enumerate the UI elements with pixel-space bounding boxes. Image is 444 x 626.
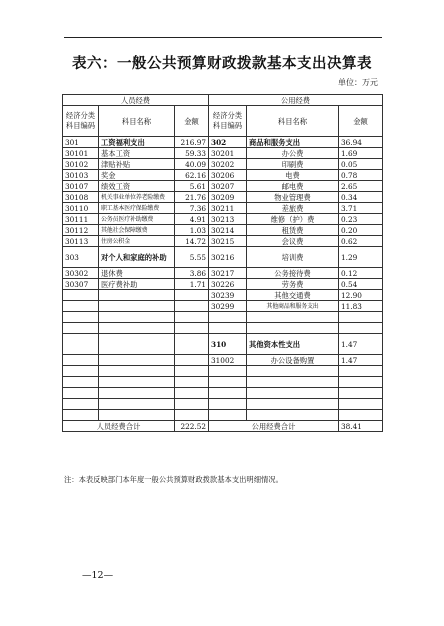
personnel-code: 30102: [63, 159, 99, 170]
personnel-item-name: [99, 323, 175, 334]
table-row: [63, 137, 383, 148]
personnel-item-name: [99, 334, 175, 355]
public-code: [209, 312, 247, 323]
table-row: [63, 323, 383, 334]
public-amount: 0.05: [339, 159, 383, 170]
public-item-name: [247, 323, 339, 334]
public-item-name: 办公设备购置: [247, 355, 339, 366]
personnel-amount: [175, 399, 209, 410]
table-row: [63, 159, 383, 170]
personnel-total-label: 人员经费合计: [63, 421, 175, 432]
public-amount: [339, 388, 383, 399]
personnel-item-name: 机关事业单位养老险缴费: [99, 192, 175, 203]
public-code: [209, 366, 247, 377]
personnel-code: [63, 410, 99, 421]
table-row: [63, 247, 383, 268]
public-header: 公用经费: [209, 95, 383, 106]
public-code: [209, 323, 247, 334]
personnel-code: 30110: [63, 203, 99, 214]
table-row: [63, 148, 383, 159]
expenditure-table: [62, 94, 383, 432]
table-row: [63, 388, 383, 399]
personnel-code: [63, 388, 99, 399]
public-amount: 0.23: [339, 214, 383, 225]
personnel-code: 30113: [63, 236, 99, 247]
personnel-amount: [175, 410, 209, 421]
table-row: [63, 268, 383, 279]
personnel-code: [63, 377, 99, 388]
personnel-code: 30107: [63, 181, 99, 192]
personnel-item-name: 工资福利支出: [99, 137, 175, 148]
personnel-item-name: 住房公积金: [99, 236, 175, 247]
table-row: [63, 279, 383, 290]
table-row: [63, 170, 383, 181]
personnel-amount: [175, 312, 209, 323]
table-row: [63, 377, 383, 388]
personnel-code: 30307: [63, 279, 99, 290]
public-amount: [339, 399, 383, 410]
personnel-code: [63, 355, 99, 366]
personnel-amount-header: 金额: [175, 106, 209, 137]
public-item-name: 印刷费: [247, 159, 339, 170]
personnel-item-name: 对个人和家庭的补助: [99, 247, 175, 268]
public-item-name: [247, 377, 339, 388]
personnel-amount: [175, 323, 209, 334]
public-item-name: 其他商品和服务支出: [247, 301, 339, 312]
public-code: 30217: [209, 268, 247, 279]
totals-row: [63, 421, 383, 432]
public-item-name: 其他资本性支出: [247, 334, 339, 355]
public-item-name: 公务接待费: [247, 268, 339, 279]
public-item-name: 维修（护）费: [247, 214, 339, 225]
public-amount: 2.65: [339, 181, 383, 192]
public-code: 30202: [209, 159, 247, 170]
public-item-name: [247, 399, 339, 410]
public-amount: [339, 312, 383, 323]
table-row: [63, 312, 383, 323]
public-code: 30215: [209, 236, 247, 247]
personnel-code: 30302: [63, 268, 99, 279]
personnel-amount: [175, 355, 209, 366]
personnel-code: 30101: [63, 148, 99, 159]
personnel-item-name: [99, 366, 175, 377]
personnel-item-name: 津贴补贴: [99, 159, 175, 170]
table-row: [63, 181, 383, 192]
unit-label: 单位：万元: [338, 78, 378, 87]
personnel-code: 30108: [63, 192, 99, 203]
table-row: [63, 366, 383, 377]
public-amount: 1.47: [339, 334, 383, 355]
table-row: [63, 192, 383, 203]
personnel-item-name: [99, 355, 175, 366]
personnel-name-header: 科目名称: [99, 106, 175, 137]
personnel-item-name: [99, 388, 175, 399]
personnel-code: 30112: [63, 225, 99, 236]
public-name-header: 科目名称: [247, 106, 339, 137]
personnel-item-name: 公务员医疗补助缴费: [99, 214, 175, 225]
public-amount: 36.94: [339, 137, 383, 148]
personnel-code: [63, 290, 99, 301]
personnel-amount: [175, 366, 209, 377]
personnel-code: 301: [63, 137, 99, 148]
personnel-header: 人员经费: [63, 95, 209, 106]
public-code: 30211: [209, 203, 247, 214]
public-item-name: 差旅费: [247, 203, 339, 214]
public-code: 30207: [209, 181, 247, 192]
public-code: [209, 377, 247, 388]
personnel-item-name: [99, 399, 175, 410]
public-amount: 0.54: [339, 279, 383, 290]
public-code: [209, 388, 247, 399]
personnel-amount: 1.03: [175, 225, 209, 236]
personnel-item-name: 奖金: [99, 170, 175, 181]
public-amount: 1.69: [339, 148, 383, 159]
personnel-amount: 5.61: [175, 181, 209, 192]
public-code: 30214: [209, 225, 247, 236]
personnel-item-name: 职工基本医疗保险缴费: [99, 203, 175, 214]
table-row: [63, 399, 383, 410]
public-amount: [339, 377, 383, 388]
public-code: 30226: [209, 279, 247, 290]
personnel-item-name: 基本工资: [99, 148, 175, 159]
public-item-name: 其他交通费: [247, 290, 339, 301]
public-amount: 1.47: [339, 355, 383, 366]
personnel-amount: 14.72: [175, 236, 209, 247]
column-header-row: [63, 106, 383, 137]
personnel-item-name: [99, 377, 175, 388]
personnel-code: [63, 323, 99, 334]
public-item-name: 商品和服务支出: [247, 137, 339, 148]
personnel-amount: 62.16: [175, 170, 209, 181]
footnote: 注：本表反映部门本年度一般公共预算财政拨款基本支出明细情况。: [64, 475, 283, 484]
table-row: [63, 334, 383, 355]
personnel-item-name: 绩效工资: [99, 181, 175, 192]
public-code-header: 经济分类科目编码: [209, 106, 247, 137]
public-amount: 3.71: [339, 203, 383, 214]
public-item-name: 电费: [247, 170, 339, 181]
table-row: [63, 355, 383, 366]
table-row: [63, 214, 383, 225]
personnel-code: [63, 301, 99, 312]
page-number: —12—: [82, 570, 114, 581]
personnel-item-name: [99, 301, 175, 312]
public-code: 30216: [209, 247, 247, 268]
public-item-name: 租赁费: [247, 225, 339, 236]
public-total-value: 38.41: [339, 421, 383, 432]
personnel-amount: 1.71: [175, 279, 209, 290]
public-amount: 0.34: [339, 192, 383, 203]
table-row: [63, 203, 383, 214]
personnel-amount: 59.33: [175, 148, 209, 159]
personnel-amount: [175, 301, 209, 312]
personnel-item-name: [99, 410, 175, 421]
personnel-amount: 7.36: [175, 203, 209, 214]
personnel-item-name: [99, 290, 175, 301]
top-rule: [64, 37, 382, 38]
personnel-amount: [175, 290, 209, 301]
public-total-label: 公用经费合计: [209, 421, 339, 432]
public-amount: 0.20: [339, 225, 383, 236]
public-code: 30201: [209, 148, 247, 159]
table-row: [63, 225, 383, 236]
public-amount-header: 金额: [339, 106, 383, 137]
personnel-code: 303: [63, 247, 99, 268]
public-amount: 11.83: [339, 301, 383, 312]
public-code: 30239: [209, 290, 247, 301]
personnel-item-name: [99, 312, 175, 323]
personnel-code: [63, 312, 99, 323]
public-code: [209, 410, 247, 421]
public-item-name: 物业管理费: [247, 192, 339, 203]
public-item-name: 邮电费: [247, 181, 339, 192]
personnel-total-value: 222.52: [175, 421, 209, 432]
public-item-name: 办公费: [247, 148, 339, 159]
public-item-name: [247, 366, 339, 377]
personnel-amount: 21.76: [175, 192, 209, 203]
public-amount: [339, 410, 383, 421]
personnel-code-header: 经济分类科目编码: [63, 106, 99, 137]
public-code: 310: [209, 334, 247, 355]
public-code: 30299: [209, 301, 247, 312]
table-row: [63, 236, 383, 247]
public-amount: 0.12: [339, 268, 383, 279]
public-code: 30209: [209, 192, 247, 203]
public-code: 31002: [209, 355, 247, 366]
personnel-amount: [175, 388, 209, 399]
personnel-amount: 4.91: [175, 214, 209, 225]
public-amount: 0.78: [339, 170, 383, 181]
public-amount: [339, 366, 383, 377]
table-row: [63, 290, 383, 301]
public-item-name: 培训费: [247, 247, 339, 268]
public-code: 30213: [209, 214, 247, 225]
personnel-amount: 5.55: [175, 247, 209, 268]
personnel-item-name: 医疗费补助: [99, 279, 175, 290]
personnel-code: [63, 366, 99, 377]
public-item-name: [247, 410, 339, 421]
public-amount: 12.90: [339, 290, 383, 301]
personnel-amount: 216.97: [175, 137, 209, 148]
personnel-item-name: 其他社会保障缴费: [99, 225, 175, 236]
table-row: [63, 410, 383, 421]
public-code: 302: [209, 137, 247, 148]
section-header-row: [63, 95, 383, 106]
public-amount: 0.62: [339, 236, 383, 247]
personnel-amount: [175, 377, 209, 388]
personnel-amount: [175, 334, 209, 355]
personnel-item-name: 退休费: [99, 268, 175, 279]
public-code: 30206: [209, 170, 247, 181]
personnel-code: [63, 334, 99, 355]
public-amount: 1.29: [339, 247, 383, 268]
public-item-name: 劳务费: [247, 279, 339, 290]
personnel-code: 30103: [63, 170, 99, 181]
personnel-code: 30111: [63, 214, 99, 225]
page-title: 表六：一般公共预算财政拨款基本支出决算表: [72, 55, 372, 72]
personnel-amount: 40.09: [175, 159, 209, 170]
public-amount: [339, 323, 383, 334]
table-row: [63, 301, 383, 312]
personnel-amount: 3.86: [175, 268, 209, 279]
public-item-name: 会议费: [247, 236, 339, 247]
personnel-code: [63, 399, 99, 410]
public-item-name: [247, 388, 339, 399]
public-code: [209, 399, 247, 410]
public-item-name: [247, 312, 339, 323]
